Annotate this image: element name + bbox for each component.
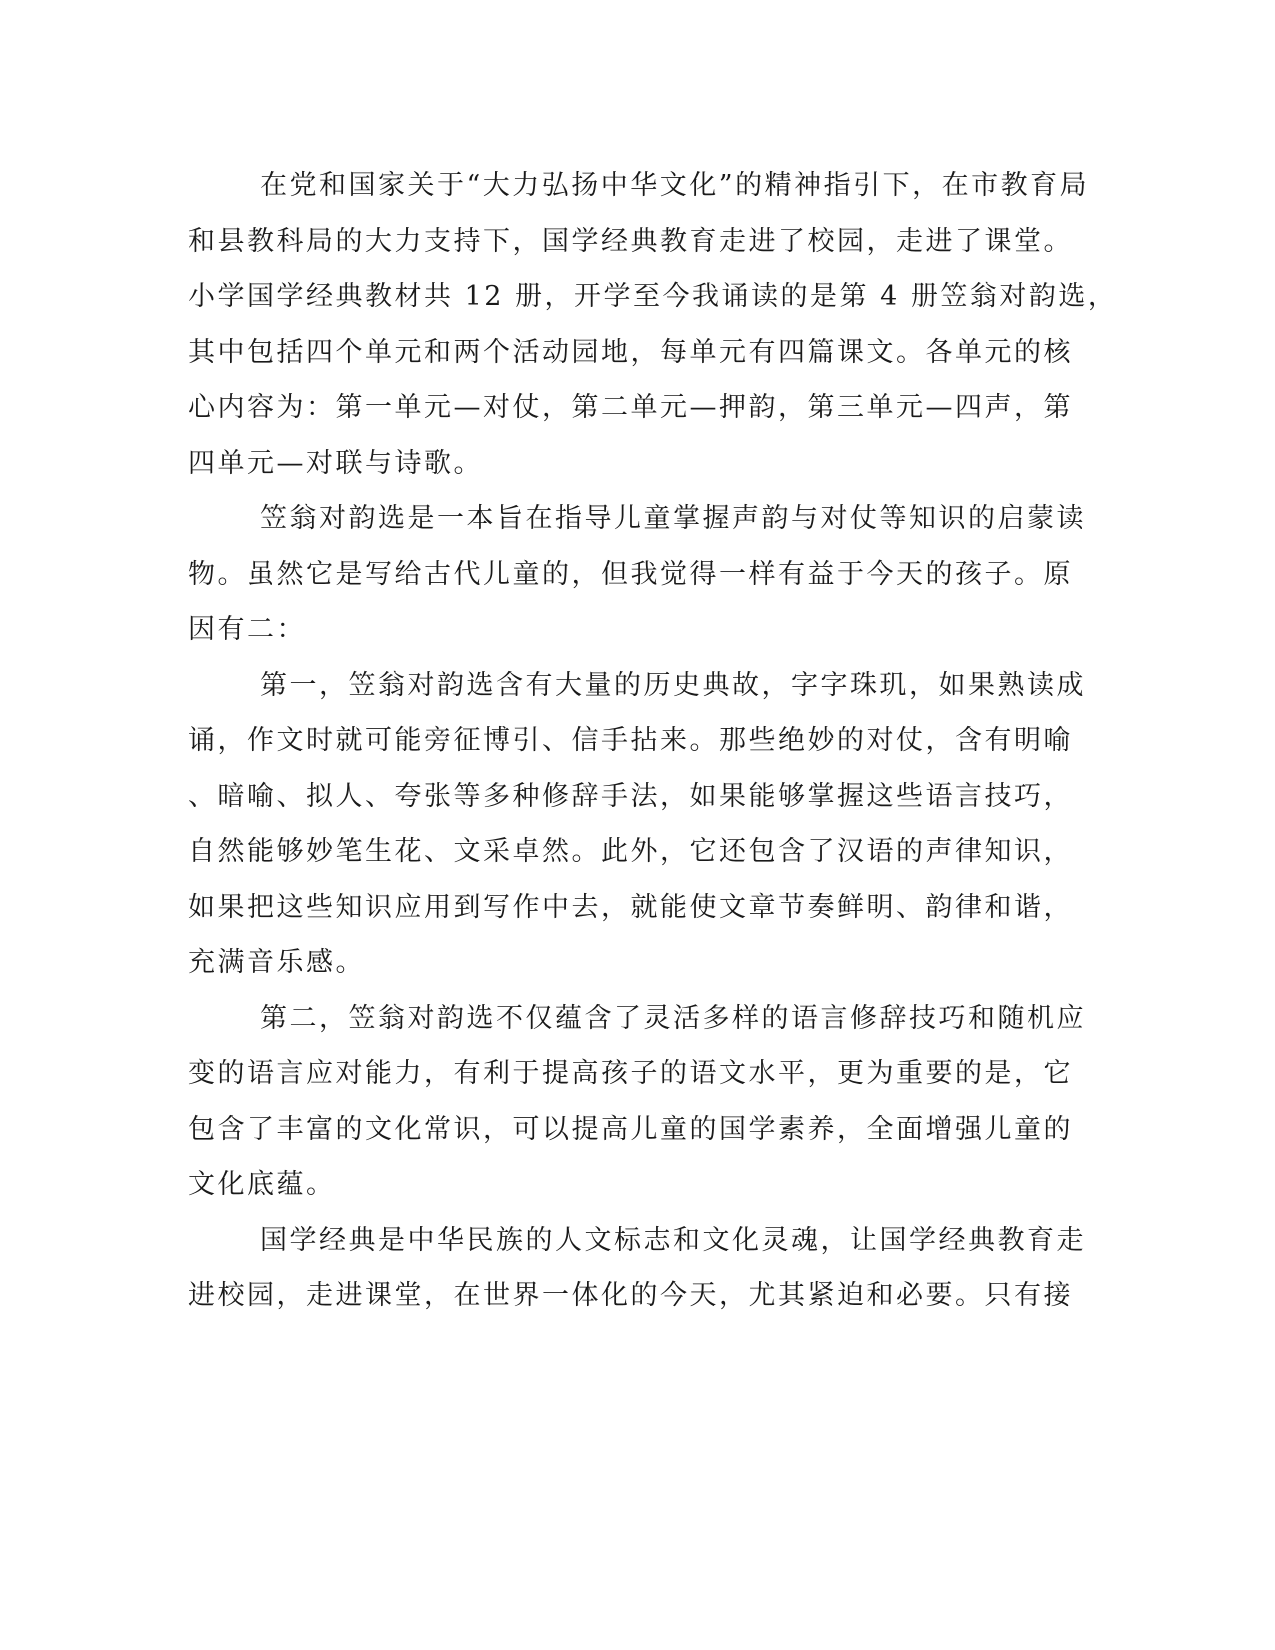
text-line: 其中包括四个单元和两个活动园地，每单元有四篇课文。各单元的核 xyxy=(188,336,1073,368)
text-line: 笠翁对韵选是一本旨在指导儿童掌握声韵与对仗等知识的启蒙读 xyxy=(260,503,1086,534)
text-line: 因有二： xyxy=(188,614,306,645)
text-line: 物。虽然它是写给古代儿童的，但我觉得一样有益于今天的孩子。原 xyxy=(188,558,1073,590)
text-line: 文化底蕴。 xyxy=(188,1169,336,1200)
text-line: 第二，笠翁对韵选不仅蕴含了灵活多样的语言修辞技巧和随机应 xyxy=(260,1002,1086,1034)
text-line: 和县教科局的大力支持下，国学经典教育走进了校园，走进了课堂。 xyxy=(188,225,1073,257)
text-line: 小学国学经典教材共 12 册，开学至今我诵读的是第 4 册笠翁对韵选， xyxy=(188,281,1118,312)
text-line: 自然能够妙笔生花、文采卓然。此外，它还包含了汉语的声律知识， xyxy=(188,836,1073,867)
text-line: 诵，作文时就可能旁征博引、信手拈来。那些绝妙的对仗，含有明喻 xyxy=(188,725,1073,756)
text-line: 四单元—对联与诗歌。 xyxy=(188,447,483,479)
text-line: 包含了丰富的文化常识，可以提高儿童的国学素养，全面增强儿童的 xyxy=(188,1113,1073,1145)
text-line: 心内容为：第一单元—对仗，第二单元—押韵，第三单元—四声，第 xyxy=(188,392,1073,423)
text-line: 在党和国家关于“大力弘扬中华文化”的精神指引下，在市教育局 xyxy=(260,170,1090,201)
text-line: 进校园，走进课堂，在世界一体化的今天，尤其紧迫和必要。只有接 xyxy=(188,1280,1073,1311)
text-line: 变的语言应对能力，有利于提高孩子的语文水平，更为重要的是，它 xyxy=(188,1058,1073,1089)
text-line: 充满音乐感。 xyxy=(188,947,365,978)
document-body xyxy=(188,158,1118,1324)
text-line: 如果把这些知识应用到写作中去，就能使文章节奏鲜明、韵律和谐， xyxy=(188,891,1073,923)
text-line: 第一，笠翁对韵选含有大量的历史典故，字字珠玑，如果熟读成 xyxy=(260,669,1086,701)
text-line: 国学经典是中华民族的人文标志和文化灵魂，让国学经典教育走 xyxy=(260,1224,1086,1256)
text-line: 、暗喻、拟人、夸张等多种修辞手法，如果能够掌握这些语言技巧， xyxy=(188,780,1073,812)
